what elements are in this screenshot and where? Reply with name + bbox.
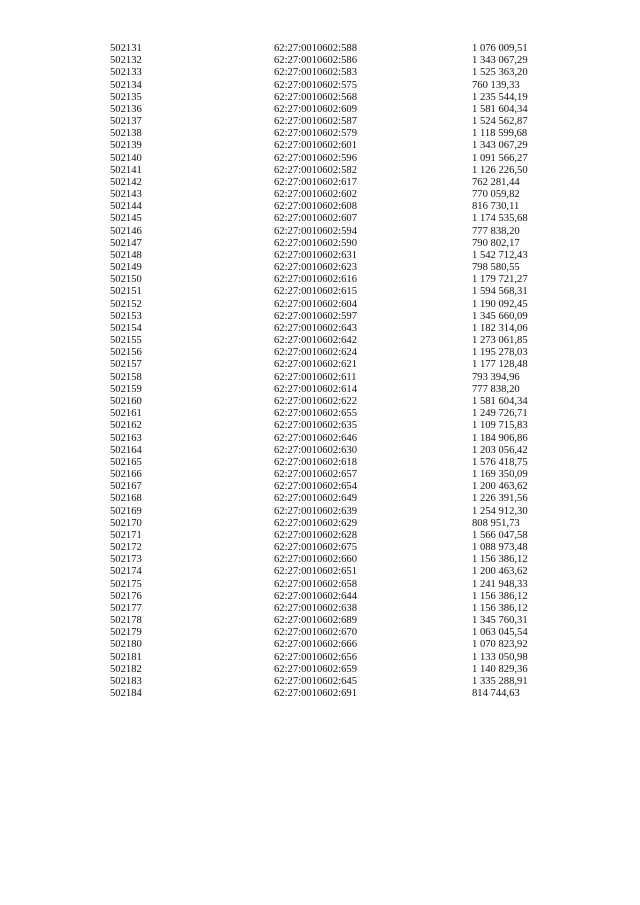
cadastral-value: 1 226 391,56 bbox=[472, 493, 528, 505]
cadastral-number: 62:27:0010602:658 bbox=[274, 578, 357, 590]
record-number: 502139 bbox=[110, 140, 142, 152]
cadastral-value: 798 580,55 bbox=[472, 262, 520, 274]
record-number: 502147 bbox=[110, 237, 142, 249]
table-row bbox=[0, 299, 640, 311]
record-number: 502156 bbox=[110, 347, 142, 359]
record-number: 502167 bbox=[110, 481, 142, 493]
record-number: 502146 bbox=[110, 225, 142, 237]
table-row bbox=[0, 652, 640, 664]
cadastral-value: 1 576 418,75 bbox=[472, 456, 528, 468]
record-number: 502163 bbox=[110, 432, 142, 444]
record-number: 502141 bbox=[110, 164, 142, 176]
table-row bbox=[0, 55, 640, 67]
table-row bbox=[0, 80, 640, 92]
record-number: 502171 bbox=[110, 529, 142, 541]
cadastral-value: 1 241 948,33 bbox=[472, 578, 528, 590]
cadastral-value: 1 169 350,09 bbox=[472, 469, 528, 481]
cadastral-number: 62:27:0010602:616 bbox=[274, 274, 357, 286]
cadastral-number: 62:27:0010602:615 bbox=[274, 286, 357, 298]
table-row bbox=[0, 372, 640, 384]
table-row bbox=[0, 445, 640, 457]
cadastral-number: 62:27:0010602:623 bbox=[274, 262, 357, 274]
table-row bbox=[0, 250, 640, 262]
table-row bbox=[0, 493, 640, 505]
table-row bbox=[0, 116, 640, 128]
cadastral-value: 1 156 386,12 bbox=[472, 590, 528, 602]
document-table bbox=[0, 43, 640, 700]
cadastral-number: 62:27:0010602:670 bbox=[274, 627, 357, 639]
cadastral-value: 1 200 463,62 bbox=[472, 481, 528, 493]
cadastral-number: 62:27:0010602:666 bbox=[274, 639, 357, 651]
cadastral-value: 1 581 604,34 bbox=[472, 395, 528, 407]
table-row bbox=[0, 676, 640, 688]
table-row bbox=[0, 579, 640, 591]
cadastral-value: 1 343 067,29 bbox=[472, 55, 528, 67]
record-number: 502162 bbox=[110, 420, 142, 432]
cadastral-number: 62:27:0010602:575 bbox=[274, 79, 357, 91]
cadastral-number: 62:27:0010602:691 bbox=[274, 688, 357, 700]
record-number: 502173 bbox=[110, 554, 142, 566]
cadastral-number: 62:27:0010602:630 bbox=[274, 444, 357, 456]
cadastral-value: 1 184 906,86 bbox=[472, 432, 528, 444]
record-number: 502157 bbox=[110, 359, 142, 371]
record-number: 502143 bbox=[110, 189, 142, 201]
cadastral-number: 62:27:0010602:583 bbox=[274, 67, 357, 79]
record-number: 502132 bbox=[110, 55, 142, 67]
cadastral-value: 1 070 823,92 bbox=[472, 639, 528, 651]
record-number: 502159 bbox=[110, 383, 142, 395]
record-number: 502176 bbox=[110, 590, 142, 602]
record-number: 502160 bbox=[110, 395, 142, 407]
cadastral-number: 62:27:0010602:660 bbox=[274, 554, 357, 566]
record-number: 502152 bbox=[110, 298, 142, 310]
record-number: 502179 bbox=[110, 627, 142, 639]
cadastral-value: 777 838,20 bbox=[472, 383, 520, 395]
table-row bbox=[0, 457, 640, 469]
table-row bbox=[0, 627, 640, 639]
cadastral-number: 62:27:0010602:588 bbox=[274, 43, 357, 54]
table-row bbox=[0, 603, 640, 615]
record-number: 502177 bbox=[110, 602, 142, 614]
table-row bbox=[0, 67, 640, 79]
record-number: 502178 bbox=[110, 615, 142, 627]
table-row bbox=[0, 408, 640, 420]
cadastral-number: 62:27:0010602:621 bbox=[274, 359, 357, 371]
cadastral-value: 1 254 912,30 bbox=[472, 505, 528, 517]
table-row bbox=[0, 201, 640, 213]
cadastral-number: 62:27:0010602:601 bbox=[274, 140, 357, 152]
cadastral-number: 62:27:0010602:635 bbox=[274, 420, 357, 432]
record-number: 502148 bbox=[110, 249, 142, 261]
cadastral-value: 1 566 047,58 bbox=[472, 529, 528, 541]
record-number: 502133 bbox=[110, 67, 142, 79]
table-row bbox=[0, 639, 640, 651]
table-row bbox=[0, 518, 640, 530]
cadastral-number: 62:27:0010602:675 bbox=[274, 542, 357, 554]
record-number: 502183 bbox=[110, 675, 142, 687]
table-row bbox=[0, 238, 640, 250]
cadastral-value: 762 281,44 bbox=[472, 176, 520, 188]
record-number: 502168 bbox=[110, 493, 142, 505]
cadastral-value: 777 838,20 bbox=[472, 225, 520, 237]
cadastral-value: 1 343 067,29 bbox=[472, 140, 528, 152]
cadastral-value: 1 140 829,36 bbox=[472, 663, 528, 675]
cadastral-number: 62:27:0010602:645 bbox=[274, 675, 357, 687]
cadastral-value: 1 345 760,31 bbox=[472, 615, 528, 627]
cadastral-value: 1 133 050,98 bbox=[472, 651, 528, 663]
table-row bbox=[0, 469, 640, 481]
table-row bbox=[0, 189, 640, 201]
table-row bbox=[0, 262, 640, 274]
cadastral-number: 62:27:0010602:644 bbox=[274, 590, 357, 602]
cadastral-number: 62:27:0010602:624 bbox=[274, 347, 357, 359]
cadastral-number: 62:27:0010602:622 bbox=[274, 395, 357, 407]
record-number: 502149 bbox=[110, 262, 142, 274]
table-row bbox=[0, 591, 640, 603]
cadastral-number: 62:27:0010602:631 bbox=[274, 249, 357, 261]
cadastral-value: 1 594 568,31 bbox=[472, 286, 528, 298]
record-number: 502136 bbox=[110, 103, 142, 115]
record-number: 502172 bbox=[110, 542, 142, 554]
cadastral-number: 62:27:0010602:656 bbox=[274, 651, 357, 663]
record-number: 502170 bbox=[110, 517, 142, 529]
cadastral-number: 62:27:0010602:604 bbox=[274, 298, 357, 310]
record-number: 502181 bbox=[110, 651, 142, 663]
table-row bbox=[0, 104, 640, 116]
table-row bbox=[0, 335, 640, 347]
record-number: 502174 bbox=[110, 566, 142, 578]
cadastral-number: 62:27:0010602:594 bbox=[274, 225, 357, 237]
cadastral-value: 1 076 009,51 bbox=[472, 43, 528, 54]
cadastral-number: 62:27:0010602:689 bbox=[274, 615, 357, 627]
table-row bbox=[0, 213, 640, 225]
record-number: 502145 bbox=[110, 213, 142, 225]
cadastral-number: 62:27:0010602:642 bbox=[274, 335, 357, 347]
cadastral-value: 1 235 544,19 bbox=[472, 91, 528, 103]
cadastral-value: 1 200 463,62 bbox=[472, 566, 528, 578]
table-row bbox=[0, 554, 640, 566]
cadastral-value: 1 525 363,20 bbox=[472, 67, 528, 79]
table-row bbox=[0, 615, 640, 627]
cadastral-value: 1 179 721,27 bbox=[472, 274, 528, 286]
cadastral-value: 1 174 535,68 bbox=[472, 213, 528, 225]
cadastral-value: 1 581 604,34 bbox=[472, 103, 528, 115]
table-row bbox=[0, 226, 640, 238]
record-number: 502175 bbox=[110, 578, 142, 590]
cadastral-number: 62:27:0010602:654 bbox=[274, 481, 357, 493]
cadastral-value: 816 730,11 bbox=[472, 201, 520, 213]
record-number: 502166 bbox=[110, 469, 142, 481]
table-row bbox=[0, 311, 640, 323]
cadastral-value: 1 542 712,43 bbox=[472, 249, 528, 261]
record-number: 502137 bbox=[110, 116, 142, 128]
record-number: 502169 bbox=[110, 505, 142, 517]
table-row bbox=[0, 506, 640, 518]
table-row bbox=[0, 359, 640, 371]
cadastral-number: 62:27:0010602:608 bbox=[274, 201, 357, 213]
table-row bbox=[0, 542, 640, 554]
cadastral-number: 62:27:0010602:602 bbox=[274, 189, 357, 201]
record-number: 502180 bbox=[110, 639, 142, 651]
record-number: 502164 bbox=[110, 444, 142, 456]
record-number: 502182 bbox=[110, 663, 142, 675]
cadastral-number: 62:27:0010602:638 bbox=[274, 602, 357, 614]
table-row bbox=[0, 347, 640, 359]
cadastral-value: 1 195 278,03 bbox=[472, 347, 528, 359]
cadastral-value: 1 091 566,27 bbox=[472, 152, 528, 164]
cadastral-number: 62:27:0010602:618 bbox=[274, 456, 357, 468]
record-number: 502153 bbox=[110, 310, 142, 322]
cadastral-value: 790 802,17 bbox=[472, 237, 520, 249]
cadastral-value: 760 139,33 bbox=[472, 79, 520, 91]
table-row bbox=[0, 323, 640, 335]
cadastral-value: 793 394,96 bbox=[472, 371, 520, 383]
table-row bbox=[0, 128, 640, 140]
cadastral-number: 62:27:0010602:655 bbox=[274, 408, 357, 420]
cadastral-number: 62:27:0010602:596 bbox=[274, 152, 357, 164]
table-row bbox=[0, 43, 640, 55]
record-number: 502151 bbox=[110, 286, 142, 298]
table-row bbox=[0, 165, 640, 177]
cadastral-number: 62:27:0010602:609 bbox=[274, 103, 357, 115]
cadastral-number: 62:27:0010602:579 bbox=[274, 128, 357, 140]
cadastral-value: 1 088 973,48 bbox=[472, 542, 528, 554]
cadastral-value: 1 118 599,68 bbox=[472, 128, 528, 140]
record-number: 502134 bbox=[110, 79, 142, 91]
cadastral-value: 1 109 715,83 bbox=[472, 420, 528, 432]
table-row bbox=[0, 481, 640, 493]
cadastral-number: 62:27:0010602:607 bbox=[274, 213, 357, 225]
table-row bbox=[0, 530, 640, 542]
cadastral-value: 770 059,82 bbox=[472, 189, 520, 201]
cadastral-value: 1 345 660,09 bbox=[472, 310, 528, 322]
table-row bbox=[0, 433, 640, 445]
cadastral-value: 1 335 288,91 bbox=[472, 675, 528, 687]
cadastral-number: 62:27:0010602:639 bbox=[274, 505, 357, 517]
cadastral-number: 62:27:0010602:614 bbox=[274, 383, 357, 395]
table-row bbox=[0, 420, 640, 432]
cadastral-value: 1 273 061,85 bbox=[472, 335, 528, 347]
table-row bbox=[0, 274, 640, 286]
cadastral-number: 62:27:0010602:651 bbox=[274, 566, 357, 578]
table-row bbox=[0, 664, 640, 676]
cadastral-number: 62:27:0010602:617 bbox=[274, 176, 357, 188]
cadastral-value: 1 156 386,12 bbox=[472, 554, 528, 566]
cadastral-number: 62:27:0010602:643 bbox=[274, 322, 357, 334]
cadastral-value: 1 249 726,71 bbox=[472, 408, 528, 420]
cadastral-value: 1 203 056,42 bbox=[472, 444, 528, 456]
cadastral-number: 62:27:0010602:611 bbox=[274, 371, 357, 383]
record-number: 502184 bbox=[110, 688, 142, 700]
record-number: 502138 bbox=[110, 128, 142, 140]
table-row bbox=[0, 153, 640, 165]
table-row bbox=[0, 140, 640, 152]
cadastral-number: 62:27:0010602:646 bbox=[274, 432, 357, 444]
cadastral-number: 62:27:0010602:657 bbox=[274, 469, 357, 481]
cadastral-number: 62:27:0010602:586 bbox=[274, 55, 357, 67]
cadastral-value: 1 182 314,06 bbox=[472, 322, 528, 334]
cadastral-number: 62:27:0010602:628 bbox=[274, 529, 357, 541]
record-number: 502144 bbox=[110, 201, 142, 213]
cadastral-value: 814 744,63 bbox=[472, 688, 520, 700]
cadastral-value: 1 190 092,45 bbox=[472, 298, 528, 310]
cadastral-number: 62:27:0010602:587 bbox=[274, 116, 357, 128]
table-row bbox=[0, 396, 640, 408]
record-number: 502155 bbox=[110, 335, 142, 347]
record-number: 502165 bbox=[110, 456, 142, 468]
cadastral-value: 1 126 226,50 bbox=[472, 164, 528, 176]
table-row bbox=[0, 384, 640, 396]
cadastral-value: 1 156 386,12 bbox=[472, 602, 528, 614]
cadastral-value: 1 524 562,87 bbox=[472, 116, 528, 128]
record-number: 502158 bbox=[110, 371, 142, 383]
cadastral-number: 62:27:0010602:590 bbox=[274, 237, 357, 249]
record-number: 502135 bbox=[110, 91, 142, 103]
cadastral-value: 1 063 045,54 bbox=[472, 627, 528, 639]
table-row bbox=[0, 688, 640, 700]
table-row bbox=[0, 286, 640, 298]
cadastral-number: 62:27:0010602:597 bbox=[274, 310, 357, 322]
cadastral-number: 62:27:0010602:629 bbox=[274, 517, 357, 529]
cadastral-number: 62:27:0010602:649 bbox=[274, 493, 357, 505]
table-row bbox=[0, 177, 640, 189]
record-number: 502142 bbox=[110, 176, 142, 188]
record-number: 502131 bbox=[110, 43, 142, 54]
cadastral-number: 62:27:0010602:582 bbox=[274, 164, 357, 176]
table-row bbox=[0, 92, 640, 104]
table-row bbox=[0, 566, 640, 578]
record-number: 502154 bbox=[110, 322, 142, 334]
record-number: 502140 bbox=[110, 152, 142, 164]
cadastral-number: 62:27:0010602:568 bbox=[274, 91, 357, 103]
record-number: 502150 bbox=[110, 274, 142, 286]
cadastral-number: 62:27:0010602:659 bbox=[274, 663, 357, 675]
cadastral-value: 1 177 128,48 bbox=[472, 359, 528, 371]
record-number: 502161 bbox=[110, 408, 142, 420]
cadastral-value: 808 951,73 bbox=[472, 517, 520, 529]
